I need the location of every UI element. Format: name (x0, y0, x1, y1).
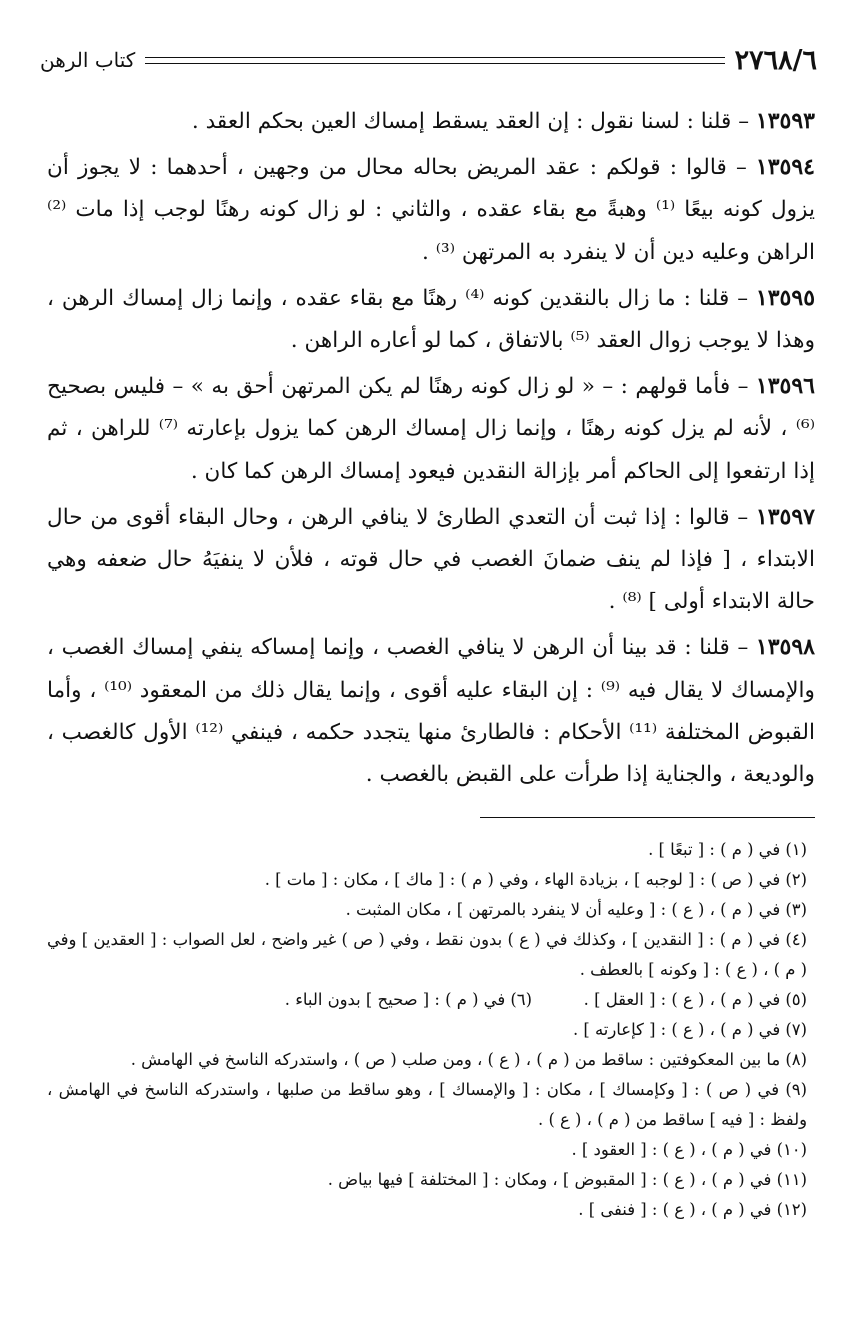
footnote: (١٢) في ( م ) ، ( ع ) : [ فنفى ] . (578, 1200, 807, 1219)
paragraph (47, 496, 815, 624)
footnote: (٣) في ( م ) ، ( ع ) : [ وعليه أن لا ينفرد بالمرتهن ] ، مكان المثبت . (345, 900, 807, 919)
footnote: (٥) في ( م ) ، ( ع ) : [ العقل ] . (583, 990, 807, 1009)
footnote: (٧) في ( م ) ، ( ع ) : [ كإعارته ] . (573, 1020, 807, 1039)
paragraph-text: – فأما قولهم : – « لو زال كونه رهنًا لم يكن المرتهن أحق به » – فليس بصحيح ⁽⁶⁾ ، لأنه لم يزل كونه رهنًا ، وإنما زال إمساك الرهن كما يزول بإعارته ⁽⁷⁾ للراهن ، ثم إذا ارتفعوا إلى الحاكم أمر بإزالة النقدين فيعود إمساك الرهن كما كان . (47, 374, 815, 484)
footnote: (١١) في ( م ) ، ( ع ) : [ المقبوض ] ، ومكان : [ المختلفة ] فيها بياض . (327, 1170, 807, 1189)
paragraph-text: – قلنا : لسنا نقول : إن العقد يسقط إمساك العين بحكم العقد . (191, 109, 756, 134)
paragraph-number: ١٣٥٩٦ (755, 373, 815, 400)
paragraph-text: – قالوا : إذا ثبت أن التعدي الطارئ لا ينافي الرهن ، وحال البقاء أقوى من حال الابتداء ، [ فإذا لم ينف ضمانَ الغصب في حال قوته ، فلأن لا ينفيَهُ حال ضعفه وهي حالة الابتداء أولى ] ⁽⁸⁾ . (47, 504, 815, 615)
page-header (40, 40, 817, 80)
paragraph-text: – قالوا : قولكم : عقد المريض بحاله محال من وجهين ، أحدهما : لا يجوز أن يزول كونه بيعًا ⁽¹⁾ وهبةً مع بقاء عقده ، والثاني : لو زال كونه رهنًا لوجب إذا مات ⁽²⁾ الراهن وعليه دين أن لا ينفرد به المرتهن ⁽³⁾ . (47, 155, 815, 265)
paragraph (47, 277, 815, 362)
paragraph-text: – قلنا : ما زال بالنقدين كونه ⁽⁴⁾ رهنًا مع بقاء عقده ، وإنما زال إمساك الرهن ، وهذا لا يوجب زوال العقد ⁽⁵⁾ بالاتفاق ، كما لو أعاره الراهن . (47, 285, 815, 354)
footnote: (٦) في ( م ) : [ صحيح ] بدون الباء . (284, 990, 532, 1009)
paragraph-number: ١٣٥٩٨ (755, 634, 815, 661)
footnote: (٨) ما بين المعكوفتين : ساقط من ( م ) ، ( ع ) ، ومن صلب ( ص ) ، واستدركه الناسخ في الهامش . (130, 1050, 807, 1069)
footnote: (٩) في ( ص ) : [ وكإمساك ] ، مكان : [ والإمساك ] ، وهو ساقط من صلبها ، واستدركه الناسخ في الهامش ، ولفظ : [ فيه ] ساقط من ( م ) ، ( ع ) . (47, 1080, 807, 1129)
paragraph (47, 626, 815, 796)
paragraph (47, 146, 815, 274)
page-number: ٢٧٦٨/٦ (734, 44, 817, 76)
paragraph-number: ١٣٥٩٤ (755, 154, 815, 181)
footnote: (٤) في ( م ) : [ النقدين ] ، وكذلك في ( ع ) بدون نقط ، وفي ( ص ) غير واضح ، لعل الصواب : [ العقدين ] وفي ( م ) ، ( ع ) : [ وكونه ] بالعطف . (47, 930, 807, 979)
paragraph-text: – قلنا : قد بينا أن الرهن لا ينافي الغصب ، وإنما إمساكه ينفي إمساك الغصب ، والإمساك لا يقال فيه ⁽⁹⁾ : إن البقاء عليه أقوى ، وإنما يقال ذلك من المعقود ⁽¹⁰⁾ ، وأما القبوض المختلفة ⁽¹¹⁾ الأحكام : فالطارئ منها يتجدد حكمه ، فينفي ⁽¹²⁾ الأول كالغصب ، والوديعة ، والجناية إذا طرأت على القبض بالغصب . (47, 635, 815, 788)
footnotes (47, 835, 807, 1225)
book-title: كتاب الرهن (40, 48, 136, 72)
footnote-pair (47, 985, 807, 1015)
footnote: (١٠) في ( م ) ، ( ع ) : [ العقود ] . (571, 1140, 807, 1159)
footnote-divider (480, 817, 815, 818)
paragraph-number: ١٣٥٩٧ (755, 503, 815, 530)
paragraph-number: ١٣٥٩٣ (755, 108, 815, 134)
footnote: (١) في ( م ) : [ تبعًا ] . (648, 840, 807, 859)
paragraph-number: ١٣٥٩٥ (755, 284, 816, 311)
paragraph (47, 365, 815, 493)
footnote: (٢) في ( ص ) : [ لوجبه ] ، بزيادة الهاء ، وفي ( م ) : [ ماك ] ، مكان : [ مات ] . (264, 870, 807, 889)
paragraph (47, 100, 815, 143)
main-text (47, 100, 815, 799)
header-divider (145, 57, 724, 64)
